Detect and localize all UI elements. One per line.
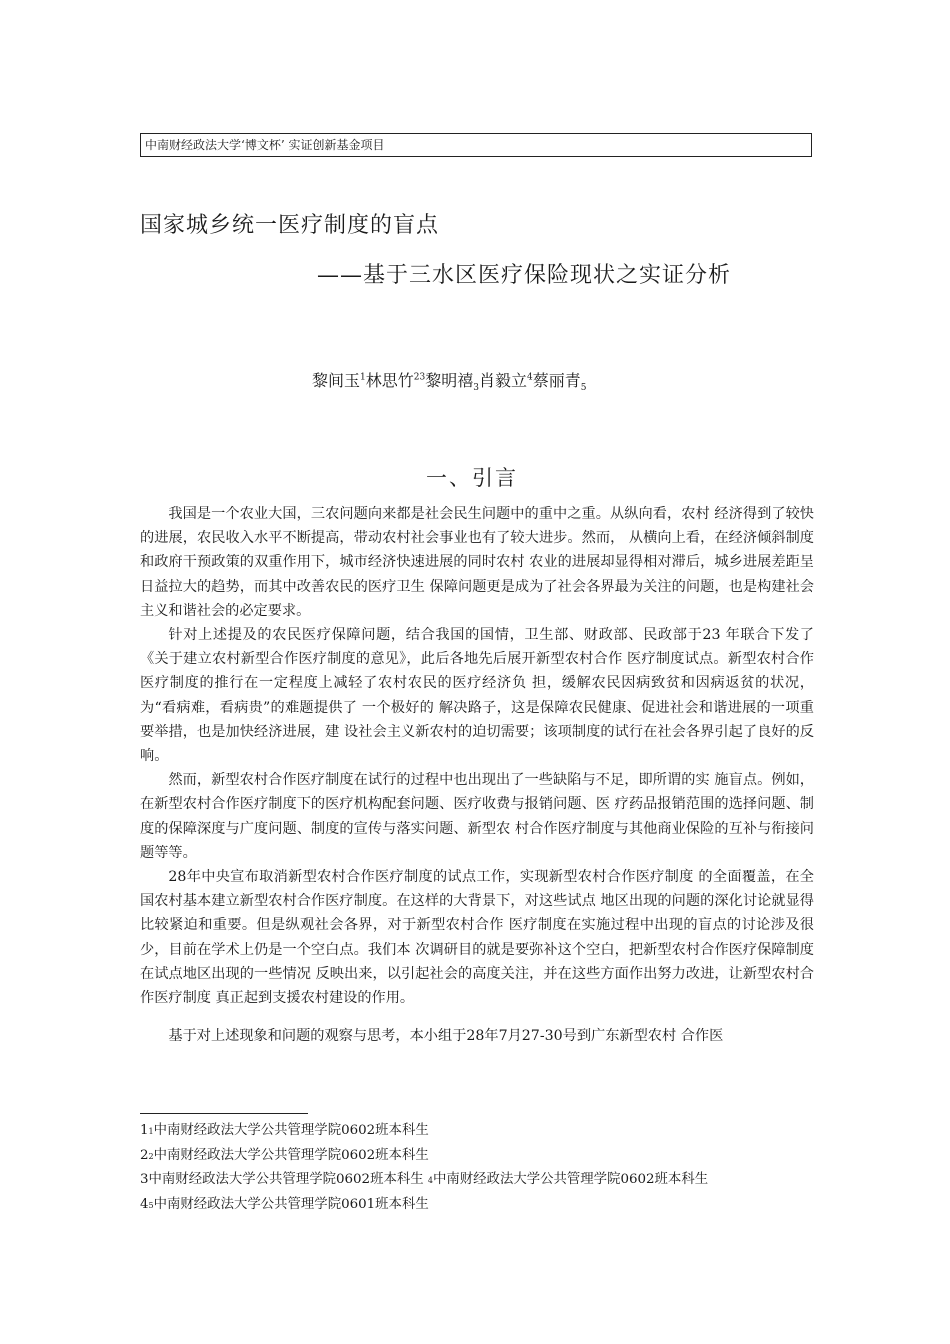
footnote-divider (140, 1113, 308, 1114)
author-name: 黎间玉 (312, 371, 361, 390)
footnote-text: 中南财经政法大学公共管理学院0602班本科生 (153, 1147, 429, 1163)
footnote-text: 中南财经政法大学公共管理学院0602班本科生 (433, 1172, 709, 1187)
footnote-number: 4 (140, 1196, 149, 1212)
author-mark: 4 (526, 372, 533, 383)
footnote (140, 1193, 814, 1218)
footnote-number: 2 (140, 1147, 149, 1163)
paragraph: 基于对上述现象和问题的观察与思考，本小组于28年7月27-30号到广东新型农村 合作医 (168, 1028, 724, 1045)
footnote-mark: 2 (148, 1151, 154, 1161)
footnote-number: 3 (140, 1172, 149, 1187)
footnote-text: 中南财经政法大学公共管理学院0602班本科生 (153, 1123, 429, 1138)
footnote-mark: 4 (427, 1176, 433, 1185)
footnote (140, 1168, 814, 1193)
author-mark: 5 (580, 383, 587, 394)
paragraph: 针对上述提及的农民医疗保障问题，结合我国的国情，卫生部、财政部、民政部于23 年联合下发了《关于建立农村新型合作医疗制度的意见》，此后各地先后展开新型农村合作 医疗制度试点。新型农村合作医疗制度的推行在一定程度上减轻了农村农民的医疗经济负 担，缓解农民因病致贫和因病返贫的状况，为“看病难，看病贵”的难题提供了 一个极好的 解决路子，这是保障农民健康、促进社会和谐进展的一项重要举措，也是加快经济进展，建 设社会主义新农村的迫切需要；该项制度的试行在社会各界引起了良好的反响。 (140, 627, 814, 765)
funding-note: 中南财经政法大学‘博文杯’ 实证创新基金项目 (145, 138, 385, 152)
footnote-text: 中南财经政法大学公共管理学院0601班本科生 (153, 1196, 429, 1212)
author-name: 肖毅立 (478, 371, 527, 390)
paragraph: 然而，新型农村合作医疗制度在试行的过程中也出现出了一些缺陷与不足，即所谓的实 施盲点。例如，在新型农村合作医疗制度下的医疗机构配套问题、医疗收费与报销问题、医 疗药品报销范围的选择问题、制度的保障深度与广度问题、制度的宣传与落实问题、新型农 村合作医疗制度与其他商业保险的互补与衔接问题等等。 (140, 772, 814, 861)
funding-note-box (140, 133, 812, 157)
paragraph: 我国是一个农业大国，三农问题向来都是社会民生问题中的重中之重。从纵向看，农村 经济得到了较快的进展，农民收入水平不断提高，带动农村社会事业也有了较大进步。然而， 从横向上看，在经济倾斜制度和政府干预政策的双重作用下，城市经济快速进展的同时农村 农业的进展却显得相对滞后，城乡进展差距呈日益拉大的趋势，而其中改善农民的医疗卫生 保障问题更是成为了社会各界最为关注的问题，也是构建社会主义和谐社会的必定要求。 (140, 506, 814, 619)
author-name: 蔡丽青 (532, 371, 581, 390)
section-heading: 一、引言 (426, 466, 518, 490)
author-mark: 1 (360, 372, 366, 383)
author-mark: 3 (473, 383, 479, 394)
body-text (140, 502, 814, 1048)
footnote-mark: 5 (148, 1200, 154, 1210)
footnote-mark: 1 (148, 1127, 154, 1136)
author-list (312, 368, 586, 393)
author-mark: 23 (413, 372, 426, 383)
footnote (140, 1119, 814, 1144)
footnote-number: 1 (140, 1123, 149, 1138)
footnote-text: 中南财经政法大学公共管理学院0602班本科生 (148, 1172, 424, 1187)
paper-subtitle: ——基于三水区医疗保险现状之实证分析 (317, 263, 732, 288)
author-name: 林思竹 (365, 371, 414, 390)
footnotes (140, 1119, 814, 1217)
author-name: 黎明禧 (425, 371, 474, 390)
footnote (140, 1144, 814, 1169)
paper-title: 国家城乡统一医疗制度的盲点 (140, 213, 440, 238)
paragraph: 28年中央宣布取消新型农村合作医疗制度的试点工作，实现新型农村合作医疗制度 的全面覆盖，在全国农村基本建立新型农村合作医疗制度。在这样的大背景下，对这些试点 地区出现的问题的深化讨论就显得比较紧迫和重要。但是纵观社会各界，对于新型农村合作 医疗制度在实施过程中出现的盲点的讨论涉及很少，目前在学术上仍是一个空白点。我们本 次调研目的就是要弥补这个空白，把新型农村合作医疗保障制度在试点地区出现的一些情况 反映出来，以引起社会的高度关注，并在这些方面作出努力改进，让新型农村合作医疗制度 真正起到支援农村建设的作用。 (140, 869, 814, 1007)
